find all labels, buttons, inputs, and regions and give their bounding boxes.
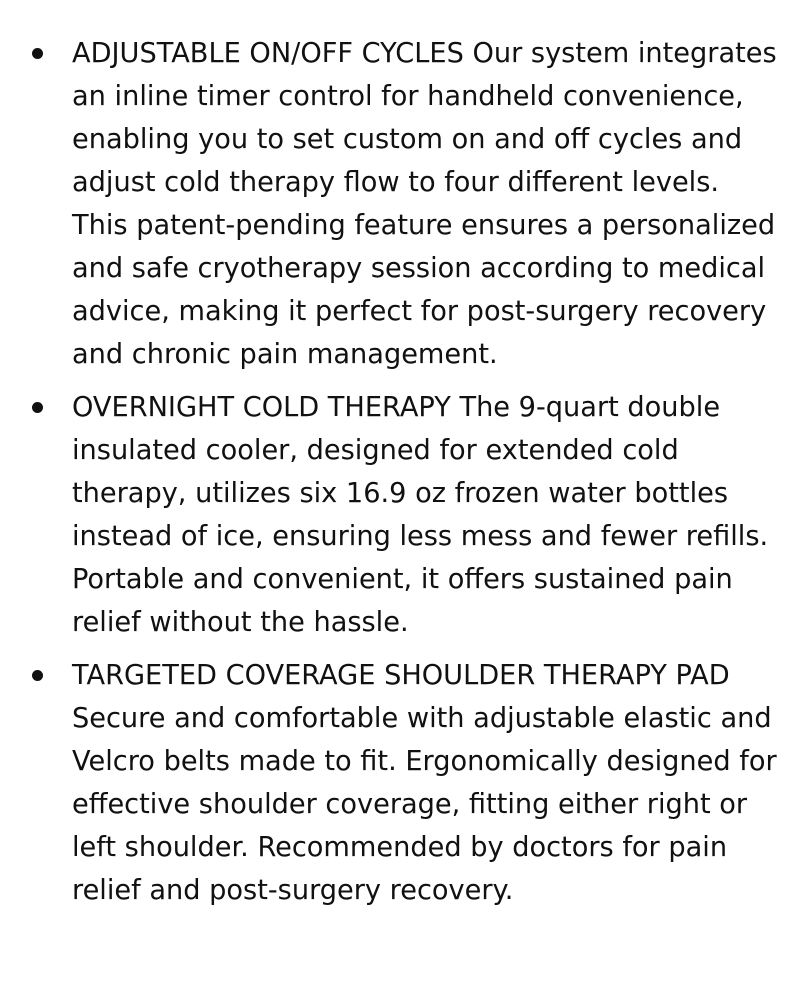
feature-bullet-text: OVERNIGHT COLD THERAPY The 9-quart double insulated cooler, designed for extended cold therapy, utilizes six 16.9 oz frozen water bottles instead of ice, ensuring less mess and fewer refills. Portable and convenient, it offers sustained pain relief without the hassle. — [72, 392, 769, 638]
bullet-dot-icon — [32, 402, 43, 413]
feature-bullet-shoulder-pad — [0, 654, 805, 912]
bullet-dot-icon — [32, 48, 43, 59]
feature-bullet-text: ADJUSTABLE ON/OFF CYCLES Our system integrates an inline timer control for handheld convenience, enabling you to set custom on and off cycles and adjust cold therapy flow to four different levels. This patent-pending feature ensures a personalized and safe cryotherapy session according to medical advice, making it perfect for post-surgery recovery and chronic pain management. — [72, 38, 777, 370]
bullet-dot-icon — [32, 670, 43, 681]
feature-bullet-overnight-cold-therapy — [0, 386, 805, 644]
feature-bullet-adjustable-cycles — [0, 32, 805, 376]
feature-bullet-text: TARGETED COVERAGE SHOULDER THERAPY PAD Secure and comfortable with adjustable elastic and Velcro belts made to fit. Ergonomically designed for effective shoulder coverage, fitting either right or left shoulder. Recommended by doctors for pain relief and post-surgery recovery. — [72, 660, 777, 906]
feature-bullet-list — [0, 32, 805, 922]
